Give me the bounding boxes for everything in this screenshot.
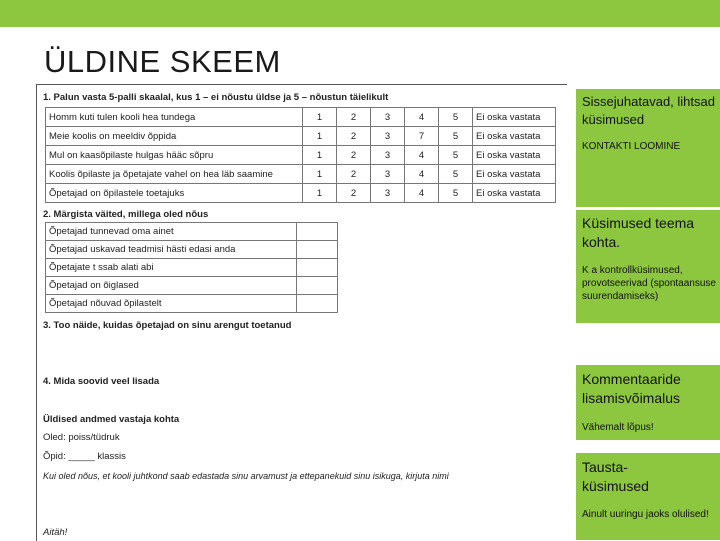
scale-4: 4 [405, 184, 439, 203]
checkbox-cell [297, 295, 338, 313]
scale-5: 5 [439, 127, 473, 146]
scale-3: 3 [371, 165, 405, 184]
table-row [46, 146, 556, 165]
checkbox-cell [297, 223, 338, 241]
statement-cell: Mul on kaasõpilaste hulgas hääc sõpru [46, 146, 303, 165]
panel-heading: Tausta-küsimused [582, 459, 649, 494]
statement-cell: Õpetajad uskavad teadmisi hästi edasi anda [46, 241, 297, 259]
scale-5: 5 [439, 146, 473, 165]
dont-know-cell: Ei oska vastata [473, 127, 556, 146]
question-2-text: 2. Märgista väited, millega oled nõus [43, 209, 209, 220]
scale-4: 4 [405, 108, 439, 127]
statement-cell: Õpetajate t ssab alati abi [46, 259, 297, 277]
dont-know-cell: Ei oska vastata [473, 108, 556, 127]
scale-4: 7 [405, 127, 439, 146]
table-row [46, 184, 556, 203]
thanks-text: Aitäh! [43, 527, 68, 538]
question-3-text: 3. Too näide, kuidas õpetajad on sinu arengut toetanud [43, 320, 292, 331]
scale-3: 3 [371, 127, 405, 146]
scale-1: 1 [303, 184, 337, 203]
panel-background-questions [576, 453, 720, 540]
scale-5: 5 [439, 165, 473, 184]
panel-intro [576, 89, 720, 207]
scale-3: 3 [371, 108, 405, 127]
table-row [46, 241, 338, 259]
top-accent-bar [0, 0, 720, 27]
scale-2: 2 [337, 184, 371, 203]
scale-2: 2 [337, 108, 371, 127]
scale-5: 5 [439, 184, 473, 203]
panel-topic-questions [576, 210, 720, 323]
table-row [46, 165, 556, 184]
checkbox-cell [297, 259, 338, 277]
statement-cell: Homm kuti tulen kooli hea tundega [46, 108, 303, 127]
scale-5: 5 [439, 108, 473, 127]
question-1-table [45, 107, 556, 203]
statement-cell: Koolis õpilaste ja õpetajate vahel on hea läb saamine [46, 165, 303, 184]
panel-heading: Küsimused teema kohta. [582, 215, 695, 250]
scale-1: 1 [303, 127, 337, 146]
table-row [46, 108, 556, 127]
dont-know-cell: Ei oska vastata [473, 146, 556, 165]
statement-cell: Õpetajad nõuvad õpilastelt [46, 295, 297, 313]
statement-cell: Õpetajad on õiglased [46, 277, 297, 295]
dont-know-cell: Ei oska vastata [473, 184, 556, 203]
question-2-table [45, 222, 338, 313]
panel-heading: Sissejuhatavad, lihtsad küsimused [582, 94, 715, 127]
grade-line: Õpid: _____ klassis [43, 451, 126, 462]
panel-subtext: Vähemalt lõpus! [582, 422, 654, 433]
question-4-text: 4. Mida soovid veel lisada [43, 376, 160, 387]
scale-2: 2 [337, 146, 371, 165]
question-1-text: 1. Palun vasta 5-palli skaalal, kus 1 – ei nõustu üldse ja 5 – nõustun täielikult [43, 92, 389, 103]
scale-2: 2 [337, 165, 371, 184]
statement-cell: Meie koolis on meeldiv õppida [46, 127, 303, 146]
statement-cell: Õpetajad on õpilastele toetajuks [46, 184, 303, 203]
statement-cell: Õpetajad tunnevad oma ainet [46, 223, 297, 241]
scale-3: 3 [371, 146, 405, 165]
scale-1: 1 [303, 146, 337, 165]
consent-line: Kui oled nõus, et kooli juhtkond saab edastada sinu arvamust ja ettepanekuid sinu isikuga, kirjuta nimi [43, 471, 449, 481]
panel-subtext: K a kontrollküsimused, provotseerivad (spontaansuse suurendamiseks) [582, 265, 716, 302]
table-row [46, 277, 338, 295]
table-row [46, 127, 556, 146]
panel-heading: Kommentaaride lisamisvõimalus [582, 371, 681, 406]
panel-subtext: KONTAKTI LOOMINE [582, 141, 681, 152]
panel-subtext: Ainult uuringu jaoks olulised! [582, 509, 709, 520]
table-row [46, 295, 338, 313]
slide-title: ÜLDINE SKEEM [44, 44, 281, 79]
scale-3: 3 [371, 184, 405, 203]
table-row [46, 223, 338, 241]
checkbox-cell [297, 277, 338, 295]
checkbox-cell [297, 241, 338, 259]
scale-1: 1 [303, 108, 337, 127]
table-row [46, 259, 338, 277]
survey-form-image [36, 84, 567, 541]
scale-2: 2 [337, 127, 371, 146]
scale-4: 4 [405, 146, 439, 165]
scale-1: 1 [303, 165, 337, 184]
panel-comments [576, 365, 720, 440]
dont-know-cell: Ei oska vastata [473, 165, 556, 184]
gender-line: Oled: poiss/tüdruk [43, 432, 120, 443]
general-data-heading: Üldised andmed vastaja kohta [43, 414, 180, 425]
scale-4: 4 [405, 165, 439, 184]
